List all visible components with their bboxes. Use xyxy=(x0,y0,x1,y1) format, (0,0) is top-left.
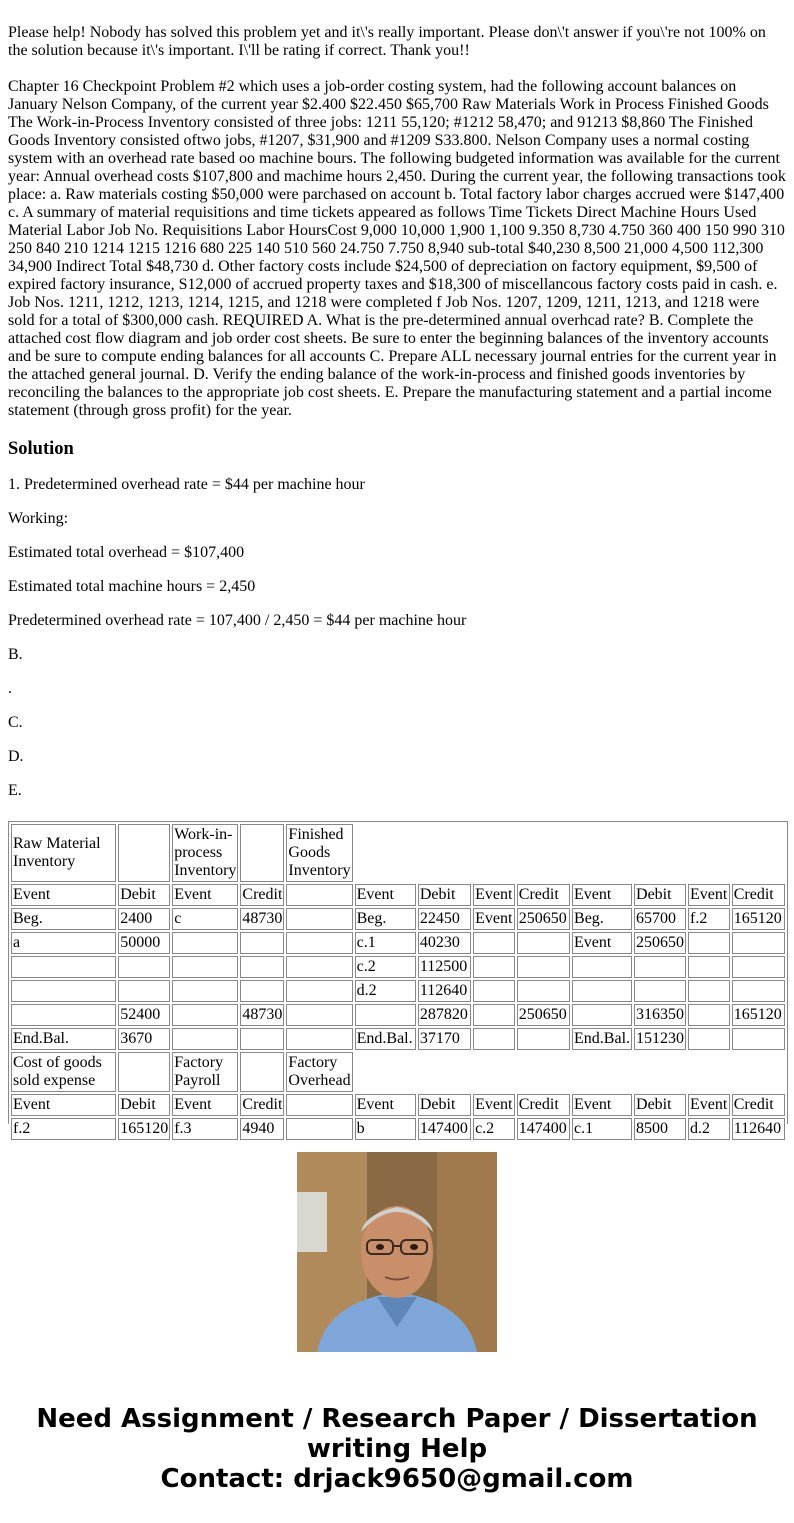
column-header: Debit xyxy=(118,884,170,906)
ledger-cell: b xyxy=(355,1118,416,1140)
ledger-spacer xyxy=(473,824,515,882)
account-title xyxy=(118,824,170,882)
column-header: Credit xyxy=(732,1094,785,1116)
account-title: Factory Payroll xyxy=(172,1052,238,1092)
column-header: Event xyxy=(688,1094,730,1116)
solution-line: Estimated total machine hours = 2,450 xyxy=(8,578,256,595)
ledger-cell xyxy=(286,1118,352,1140)
column-header: Credit xyxy=(240,884,284,906)
ledger-title-row xyxy=(11,824,785,882)
column-header xyxy=(286,884,352,906)
ledger-cell: Event xyxy=(572,932,632,954)
ledger-cell: f.2 xyxy=(688,908,730,930)
ledger-cell xyxy=(11,980,116,1002)
ledger-cell xyxy=(286,908,352,930)
solution-line: . xyxy=(8,680,12,697)
ledger-title-row xyxy=(11,1052,785,1092)
ledger-spacer xyxy=(473,1052,515,1092)
ledger-cell xyxy=(473,1004,515,1026)
ledger-cell xyxy=(517,980,570,1002)
column-header: Debit xyxy=(634,1094,686,1116)
column-header: Event xyxy=(11,884,116,906)
account-title: Raw Material Inventory xyxy=(11,824,116,882)
ledger-cell xyxy=(517,932,570,954)
ledger-cell xyxy=(688,932,730,954)
ledger-cell: 37170 xyxy=(418,1028,471,1050)
ledger-cell xyxy=(517,1028,570,1050)
ledger-cell: c.1 xyxy=(572,1118,632,1140)
ledger-cell: c.2 xyxy=(355,956,416,978)
ledger-cell xyxy=(473,1028,515,1050)
ledger-table xyxy=(9,822,787,1142)
ledger-cell: 165120 xyxy=(732,908,785,930)
ledger-cell xyxy=(286,980,352,1002)
solution-line: Estimated total overhead = $107,400 xyxy=(8,544,245,561)
ledger-cell: f.2 xyxy=(11,1118,116,1140)
ledger-cell: 316350 xyxy=(634,1004,686,1026)
ledger-cell xyxy=(240,932,284,954)
solution-line: B. xyxy=(8,646,23,663)
ledger-header-row xyxy=(11,884,785,906)
ledger-row xyxy=(11,1028,785,1050)
ledger-spacer xyxy=(355,1052,416,1092)
ledger-cell: 112640 xyxy=(732,1118,785,1140)
t-account-ledger[interactable] xyxy=(8,821,788,1137)
ledger-cell xyxy=(172,932,238,954)
ledger-cell xyxy=(517,956,570,978)
ledger-spacer xyxy=(732,824,785,882)
ledger-cell xyxy=(11,1004,116,1026)
ledger-spacer xyxy=(732,1052,785,1092)
ledger-cell: 22450 xyxy=(418,908,471,930)
ledger-spacer xyxy=(688,1052,730,1092)
account-title: Finished Goods Inventory xyxy=(286,824,352,882)
solution-line: C. xyxy=(8,714,23,731)
cta-line: Need Assignment / Research Paper / Dissertation xyxy=(36,1404,758,1434)
ledger-row xyxy=(11,956,785,978)
ledger-cell: 48730 xyxy=(240,908,284,930)
ledger-cell xyxy=(634,980,686,1002)
column-header: Event xyxy=(473,884,515,906)
ledger-cell: Event xyxy=(473,908,515,930)
ledger-cell xyxy=(286,932,352,954)
ledger-cell xyxy=(732,932,785,954)
ledger-cell: End.Bal. xyxy=(572,1028,632,1050)
ledger-cell: 4940 xyxy=(240,1118,284,1140)
ledger-cell: Beg. xyxy=(11,908,116,930)
ledger-cell xyxy=(473,956,515,978)
ledger-cell: Beg. xyxy=(355,908,416,930)
account-title: Cost of goods sold expense xyxy=(11,1052,116,1092)
ledger-cell: 3670 xyxy=(118,1028,170,1050)
column-header: Debit xyxy=(634,884,686,906)
ledger-spacer xyxy=(418,1052,471,1092)
column-header: Event xyxy=(688,884,730,906)
ledger-spacer xyxy=(517,1052,570,1092)
column-header: Event xyxy=(172,1094,238,1116)
ledger-cell xyxy=(172,980,238,1002)
ledger-cell: Beg. xyxy=(572,908,632,930)
column-header: Event xyxy=(11,1094,116,1116)
ledger-cell xyxy=(634,956,686,978)
avatar xyxy=(297,1152,497,1352)
ledger-cell xyxy=(688,980,730,1002)
ledger-cell: 2400 xyxy=(118,908,170,930)
solution-line: 1. Predetermined overhead rate = $44 per machine hour xyxy=(8,476,365,493)
avatar-portrait-image xyxy=(297,1152,497,1352)
ledger-cell xyxy=(11,956,116,978)
ledger-spacer xyxy=(634,1052,686,1092)
ledger-cell: 250650 xyxy=(517,1004,570,1026)
solution-line: E. xyxy=(8,782,22,799)
ledger-spacer xyxy=(418,824,471,882)
article xyxy=(8,24,786,816)
ledger-cell xyxy=(688,1028,730,1050)
ledger-cell: 52400 xyxy=(118,1004,170,1026)
ledger-spacer xyxy=(355,824,416,882)
ledger-cell: a xyxy=(11,932,116,954)
ledger-cell: 112640 xyxy=(418,980,471,1002)
ledger-cell: End.Bal. xyxy=(11,1028,116,1050)
ledger-cell: 50000 xyxy=(118,932,170,954)
ledger-cell xyxy=(172,1004,238,1026)
ledger-cell xyxy=(240,1028,284,1050)
account-title xyxy=(240,1052,284,1092)
ledger-cell: 8500 xyxy=(634,1118,686,1140)
solution-line: Predetermined overhead rate = 107,400 / 2,450 = $44 per machine hour xyxy=(8,612,467,629)
ledger-cell xyxy=(240,956,284,978)
ledger-cell: 112500 xyxy=(418,956,471,978)
ledger-cell xyxy=(172,956,238,978)
ledger-cell: c.2 xyxy=(473,1118,515,1140)
column-header: Event xyxy=(473,1094,515,1116)
cta-line: writing Help xyxy=(306,1434,488,1464)
ledger-cell: d.2 xyxy=(688,1118,730,1140)
ledger-spacer xyxy=(688,824,730,882)
column-header: Debit xyxy=(418,884,471,906)
ledger-cell xyxy=(355,1004,416,1026)
column-header: Credit xyxy=(517,884,570,906)
ledger-cell: 40230 xyxy=(418,932,471,954)
ledger-spacer xyxy=(517,824,570,882)
ledger-cell xyxy=(172,1028,238,1050)
ledger-cell xyxy=(572,1004,632,1026)
ledger-cell: 165120 xyxy=(732,1004,785,1026)
ledger-spacer xyxy=(572,824,632,882)
solution-line: D. xyxy=(8,748,24,765)
ledger-cell xyxy=(286,1028,352,1050)
column-header xyxy=(286,1094,352,1116)
ledger-cell: f.3 xyxy=(172,1118,238,1140)
question-intro: Please help! Nobody has solved this problem yet and it\'s really important. Please don\'t answer if you\'re not 100% on the solution because it\'s important. I\'ll be rating if correct. Thank you!! xyxy=(8,24,766,59)
ledger-cell xyxy=(286,1004,352,1026)
account-title xyxy=(118,1052,170,1092)
ledger-row xyxy=(11,1118,785,1140)
column-header: Event xyxy=(355,1094,416,1116)
column-header: Debit xyxy=(418,1094,471,1116)
column-header: Credit xyxy=(517,1094,570,1116)
column-header: Event xyxy=(355,884,416,906)
ledger-cell: 250650 xyxy=(517,908,570,930)
ledger-cell xyxy=(732,956,785,978)
ledger-row xyxy=(11,908,785,930)
ledger-cell: 48730 xyxy=(240,1004,284,1026)
ledger-spacer xyxy=(634,824,686,882)
ledger-cell xyxy=(572,956,632,978)
ledger-cell: 147400 xyxy=(418,1118,471,1140)
ledger-cell: 151230 xyxy=(634,1028,686,1050)
question-body: Chapter 16 Checkpoint Problem #2 which uses a job-order costing system, had the following account balances on January Nelson Company, of the current year $2.400 $22.450 $65,700 Raw Materials Work in Process Finished Goods The Work-in-Process Inventory consisted of three jobs: 1211 55,120; #1212 58,470; and 91213 $8,860 The Finished Goods Inventory consisted oftwo jobs, #1207, $31,900 and #1209 S33.800. Nelson Company uses a normal costing system with an overhead rate based oo machine bours. The following budgeted information was available for the current year: Annual overhead costs $107,800 and machime hours 2,450. During the current year, the following transactions took place: a. Raw materials costing $50,000 were parchased on account b. Total factory labor charges accrued were $147,400 c. A summary of material requisitions and time tickets appeared as follows Time Tickets Direct Machine Hours Used Material Labor Job No. Requisitions Labor HoursCost 9,000 10,000 1,900 1,100 9.350 8,730 4.750 360 400 150 990 310 250 840 210 1214 1215 1216 680 225 140 510 560 24.750 7.750 8,940 sub-total $40,230 8,500 21,000 4,500 112,300 34,900 Indirect Total $48,730 d. Other factory costs include $24,500 of depreciation on factory equipment, $9,500 of expired factory insurance, S12,000 of accrued property taxes and $18,300 of miscellancous factory costs paid in cash. e. Job Nos. 1211, 1212, 1213, 1214, 1215, and 1218 were completed f Job Nos. 1207, 1209, 1211, 1213, and 1218 were sold for a total of $300,000 cash. REQUIRED A. What is the pre-determined annual overhcad rate? B. Complete the attached cost flow diagram and job order cost sheets. Be sure to enter the beginning balances of the inventory accounts and be sure to compute ending balances for all accounts C. Prepare ALL necessary journal entries for the current year in the attached general journal. D. Verify the ending balance of the work-in-process and finished goods inventories by reconciling the balances to the appropriate job cost sheets. E. Prepare the manufacturing statement and a partial income statement (through gross profit) for the year. xyxy=(8,78,786,419)
ledger-cell xyxy=(473,932,515,954)
ledger-cell xyxy=(473,980,515,1002)
ledger-spacer xyxy=(572,1052,632,1092)
ledger-cell: 250650 xyxy=(634,932,686,954)
column-header: Credit xyxy=(732,884,785,906)
ledger-cell xyxy=(118,956,170,978)
ledger-cell xyxy=(572,980,632,1002)
ledger-cell: 287820 xyxy=(418,1004,471,1026)
account-title: Work-in-process Inventory xyxy=(172,824,238,882)
account-title xyxy=(240,824,284,882)
ledger-row xyxy=(11,980,785,1002)
ledger-cell xyxy=(732,980,785,1002)
ledger-row xyxy=(11,932,785,954)
ledger-row xyxy=(11,1004,785,1026)
ledger-cell xyxy=(240,980,284,1002)
ledger-cell: 165120 xyxy=(118,1118,170,1140)
ledger-cell: c xyxy=(172,908,238,930)
ledger-cell xyxy=(286,956,352,978)
ledger-cell xyxy=(118,980,170,1002)
column-header: Debit xyxy=(118,1094,170,1116)
ledger-cell xyxy=(688,1004,730,1026)
column-header: Event xyxy=(172,884,238,906)
column-header: Event xyxy=(572,1094,632,1116)
ledger-cell: d.2 xyxy=(355,980,416,1002)
promo-footer xyxy=(0,1152,794,1352)
column-header: Credit xyxy=(240,1094,284,1116)
ledger-header-row xyxy=(11,1094,785,1116)
ledger-cell xyxy=(688,956,730,978)
ledger-cell: End.Bal. xyxy=(355,1028,416,1050)
ledger-cell xyxy=(732,1028,785,1050)
column-header: Event xyxy=(572,884,632,906)
solution-heading: Solution xyxy=(8,439,74,459)
account-title: Factory Overhead xyxy=(286,1052,352,1092)
ledger-cell: 147400 xyxy=(517,1118,570,1140)
ledger-cell: 65700 xyxy=(634,908,686,930)
contact-email[interactable]: Contact: drjack9650@gmail.com xyxy=(160,1464,634,1494)
contact-banner xyxy=(0,1404,794,1494)
solution-line: Working: xyxy=(8,510,69,527)
ledger-cell: c.1 xyxy=(355,932,416,954)
